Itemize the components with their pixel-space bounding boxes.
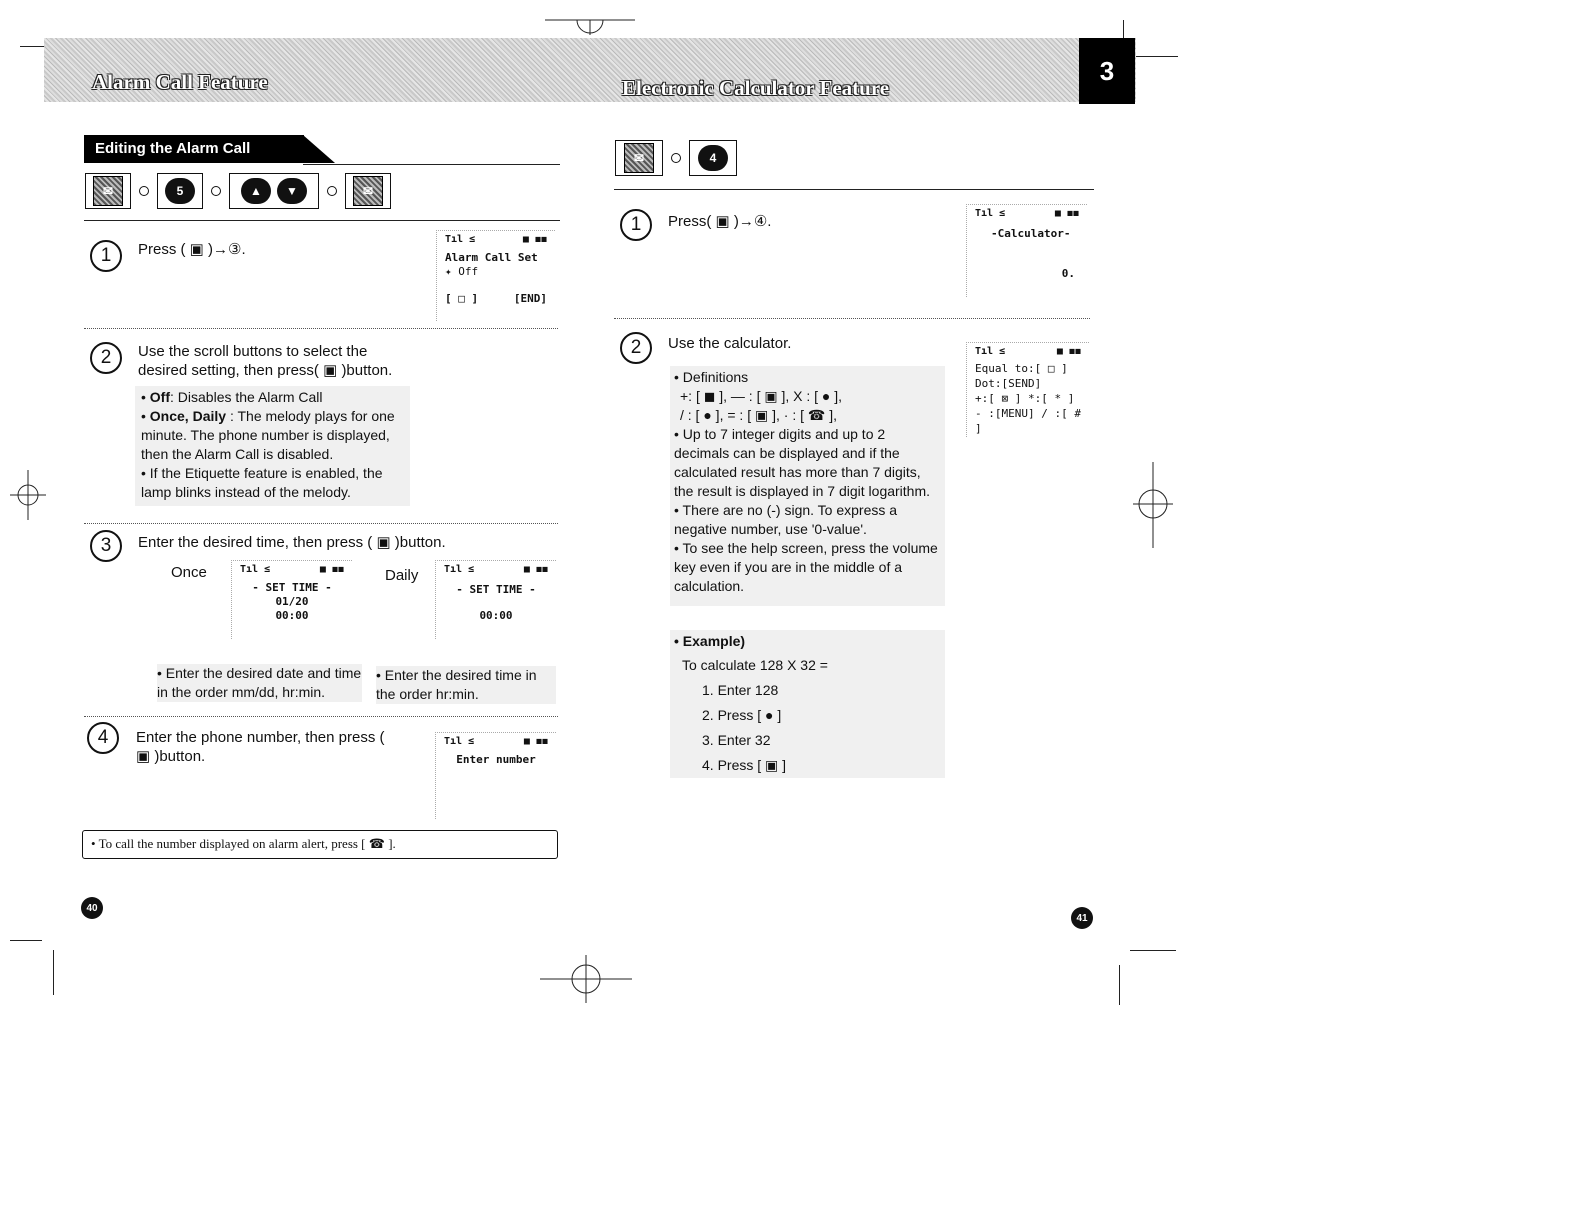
signal-icon: Tıl ≤ [975,346,1006,357]
step-number: 1 [90,240,122,272]
lcd-screen [435,732,556,819]
bullet-text: There are no (-) sign. To express a negative number, use '0-value'. [674,502,898,537]
step-text: Enter the phone number, then press ( ▣ )button. [136,729,385,765]
step-number: 4 [87,722,119,754]
registration-mark [545,5,635,35]
crop-mark [10,940,42,941]
scroll-keys-box [229,173,319,209]
step-text: Enter the desired time, then press ( ▣ )button. [138,534,446,551]
battery-icon: ■ ◼◼ [523,736,548,747]
key-sequence [615,140,737,176]
option-label: Daily [385,567,419,584]
bullet-item: • Off: Disables the Alarm Call [141,389,323,405]
section-title-wedge [303,135,335,163]
example-step: 4. Press [ ▣ ] [702,757,787,773]
bullet-text: If the Etiquette feature is enabled, the lamp blinks instead of the melody. [141,465,383,500]
sequence-separator [327,186,337,196]
definition-line: +: [ ◼ ], — : [ ▣ ], X : [ ● ], [680,388,843,404]
crop-mark [53,950,54,995]
key-4-box [689,140,737,176]
battery-icon: ■ ◼◼ [319,564,344,575]
example-step: 1. Enter 128 [702,682,779,698]
signal-icon: Tıl ≤ [444,736,475,747]
left-header-title: Alarm Call Feature [92,70,268,94]
lcd-line: - SET TIME - [252,581,332,594]
registration-mark [540,955,632,1003]
lcd-softkey-right: [END] [513,292,547,305]
bullet-label: Off [149,389,171,405]
bullet-box [135,386,410,506]
crop-mark [1130,950,1176,951]
registration-mark [10,470,46,520]
lcd-line: Enter number [456,753,536,766]
signal-icon: Tıl ≤ [444,564,475,575]
section-title: Editing the Alarm Call [84,135,304,163]
lcd-line: Equal to:[ □ ] [975,362,1068,375]
battery-icon: ■ ◼◼ [522,234,547,245]
step-number: 2 [90,342,122,374]
lcd-line: -Calculator- [991,227,1071,240]
note-text: • Enter the desired date and time in the order mm/dd, hr:min. [157,665,362,700]
lcd-line: ✦ Off [445,265,479,278]
lcd-line: - SET TIME - [456,583,536,596]
step-number: 3 [90,530,122,562]
lcd-line: +:[ ⊠ ] *:[ * ] [975,392,1075,405]
step-text: Use the scroll buttons to select the desired setting, then press( ▣ )button. [138,343,393,379]
lcd-line: - :[MENU] / :[ # ] [975,407,1081,435]
section-rule [84,220,560,221]
bullet-text: : The melody plays for one minute. The phone number is displayed, then the Alarm Call is disabled. [141,408,395,462]
section-rule [614,189,1094,190]
battery-icon: ■ ◼◼ [1056,346,1081,357]
menu-key-box [345,173,391,209]
example-box [670,630,945,778]
bullet-label: Once, Daily [149,408,227,424]
step-text: Press( ▣ )→④. [668,213,772,230]
step-divider [84,328,558,329]
step-divider [84,523,558,524]
step-text: Use the calculator. [668,335,792,352]
note-once: Enter the desired date and time in the order mm/dd, hr:min. [157,665,362,700]
bullet-text: To see the help screen, press the volume key even if you are in the middle of a calculation. [674,540,938,594]
sequence-separator [211,186,221,196]
key-sequence [85,173,391,209]
crop-mark [1130,56,1178,57]
definition-line: / : [ ● ], = : [ ▣ ], · : [ ☎ ], [680,407,837,423]
bullet-text: Up to 7 integer digits and up to 2 decimals can be displayed and if the calculated result has more than 7 digits, the result is displayed in 7 digit logarithm. [674,426,931,499]
sequence-separator [139,186,149,196]
battery-icon: ■ ◼◼ [523,564,548,575]
bullet-item: • Example) [674,633,746,649]
lcd-line: 00:00 [275,609,309,622]
scroll-up-icon: ▲ [241,178,271,204]
tip-box: • To call the number displayed on alarm alert, press [ ☎ ]. [82,830,558,859]
page-number-left: 40 [81,897,103,919]
menu-key-box [615,140,663,176]
lcd-line: 01/20 [275,595,309,608]
bullet-text: : Disables the Alarm Call [170,389,323,405]
lcd-line: 00:00 [479,609,513,622]
note-daily: Enter the desired time in the order hr:min. [376,667,537,702]
lcd-softkey-left: [ □ ] [445,292,479,305]
lcd-screen [966,342,1089,437]
menu-key-icon: ✉ [353,176,383,206]
step-number: 2 [620,332,652,364]
bullet-item: • Up to 7 integer digits and up to 2 decimals can be displayed and if the calculated result has more than 7 digits, the result is displayed in 7 digit logarithm. [674,426,931,499]
signal-icon: Tıl ≤ [445,234,476,245]
section-rule [303,164,560,165]
example-label: Example) [682,633,746,649]
lcd-screen [231,560,352,639]
bullet-item: • Once, Daily : The melody plays for one minute. The phone number is displayed, then the Alarm Call is disabled. [141,408,395,462]
bullet-item: • If the Etiquette feature is enabled, the lamp blinks instead of the melody. [141,465,383,500]
key-5-box [157,173,203,209]
key-5-icon: 5 [165,178,195,204]
signal-icon: Tıl ≤ [240,564,271,575]
example-step: 2. Press [ ● ] [702,707,782,723]
page-number-right: 41 [1071,907,1093,929]
step-text: Press ( ▣ )→③. [138,241,246,258]
step-divider [84,716,558,717]
battery-icon: ■ ◼◼ [1054,208,1079,219]
bullet-item: • To see the help screen, press the volume key even if you are in the middle of a calculation. [674,540,938,594]
scroll-down-icon: ▼ [277,178,307,204]
definitions-box [670,366,945,606]
step-divider [614,318,1090,319]
lcd-screen [966,204,1087,297]
note-text: • Enter the desired time in the order hr:min. [376,666,556,704]
option-label: Once [171,564,207,581]
menu-key-box [85,173,131,209]
lcd-line: Alarm Call Set [445,251,538,264]
key-4-icon: 4 [698,145,728,171]
sequence-separator [671,153,681,163]
lcd-screen [435,560,556,639]
menu-key-icon: ✉ [93,176,123,206]
bullet-item: • There are no (-) sign. To express a negative number, use '0-value'. [674,502,898,537]
lcd-line: Dot:[SEND] [975,377,1042,390]
bullet-item: • Definitions [674,369,749,385]
registration-mark [1133,462,1173,548]
lcd-line: 0. [1061,267,1075,280]
crop-mark [1119,965,1120,1005]
menu-key-icon: ✉ [624,143,654,173]
example-intro: To calculate 128 X 32 = [682,657,828,673]
step-number: 1 [620,209,652,241]
signal-icon: Tıl ≤ [975,208,1006,219]
right-header-title: Electronic Calculator Feature [622,76,890,100]
chapter-number: 3 [1079,38,1135,104]
lcd-screen [436,230,555,321]
definitions-label: Definitions [682,369,749,385]
example-step: 3. Enter 32 [702,732,771,748]
